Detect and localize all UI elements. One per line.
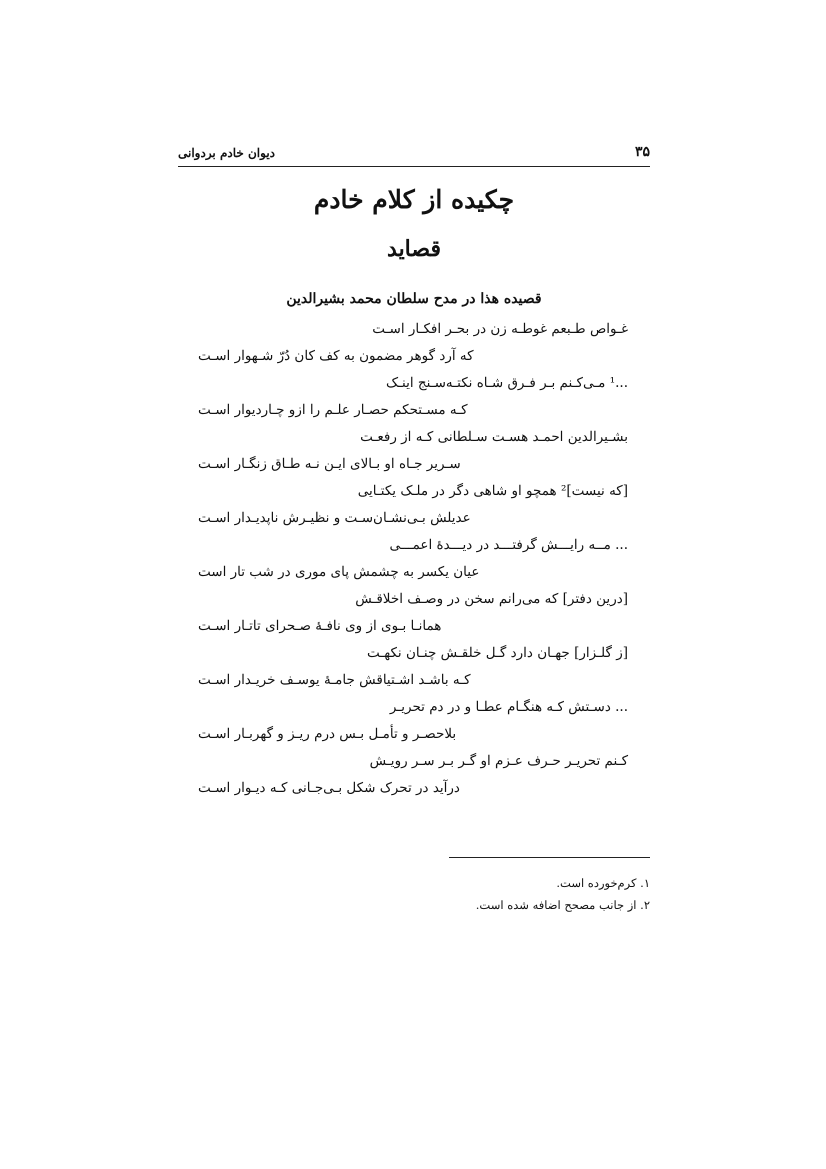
verse-line: ... مــه رایـــش گرفتـــد در دیـــدۀ اعمـــی [389,537,628,553]
verse-line: [که نیست]² همچو او شاهی دگر در ملـک یکتـایی [357,483,628,499]
book-title: دیوان خادم بردوانی [178,146,276,160]
verse-line: همانـا بـوی از وی نافـۀ صـحرای تاتـار اسـت [198,618,442,634]
running-header [178,140,650,167]
section-title: قصاید [387,236,441,262]
page-number: ۳۵ [634,144,650,160]
verse-line: بلاحصـر و تأمـل بـس درم ریـز و گهربـار اسـت [198,726,457,742]
page-title: چکیده از کلام خادم [313,185,515,214]
verse-line: ...¹ مـی‌کـنم بـر فـرق شـاه نکتـه‌سـنج اینـک [385,375,628,391]
verse-line: عدیلش بـی‌نشـان‌سـت و نظیـرش ناپدیـدار اسـت [198,510,471,526]
poem-heading: قصیده هذا در مدح سلطان محمد بشیرالدین [286,291,542,307]
verse-line: سـریر جـاه او بـالای ایـن نـه طـاق زنگـار اسـت [198,456,461,472]
poem-verses [178,316,650,802]
footnote: ۲. از جانب مصحح اضافه شده است. [475,898,650,912]
verse-line: کـه باشـد اشـتیاقش جامـۀ یوسـف خریـدار اسـت [198,672,471,688]
verse-line: غـواص طـبعم غوطـه زن در بحـر افکـار اسـت [372,321,628,337]
footnote-divider [449,857,650,858]
verse-line: ... دسـتش کـه هنگـام عطـا و در دم تحریـر [389,699,628,715]
footnotes [400,872,650,916]
verse-line: که آرد گوهر مضمون به کف کان دُرّ شـهوار اسـت [198,348,474,364]
verse-line: [ز گلـزار] جهـان دارد گـل خلقـش چنـان نکهـت [367,645,628,661]
footnote: ۱. کرم‌خورده است. [556,876,650,890]
verse-line: بشـیرالدین احمـد هسـت سـلطانی کـه از رفعـت [360,429,628,445]
verse-line: کـه مسـتحکم حصـار علـم را ازو چـاردیوار اسـت [198,402,468,418]
verse-line: عیان یکسر به چشمش پای موری در شب تار است [198,564,480,580]
verse-line: کـنم تحریـر حـرف عـزم او گـر بـر سـر رویـش [369,753,628,769]
verse-line: [درین دفتر] که می‌رانم سخن در وصـف اخلاقـش [355,591,628,607]
verse-line: درآید در تحرک شکل بـی‌جـانی کـه دیـوار اسـت [198,780,460,796]
